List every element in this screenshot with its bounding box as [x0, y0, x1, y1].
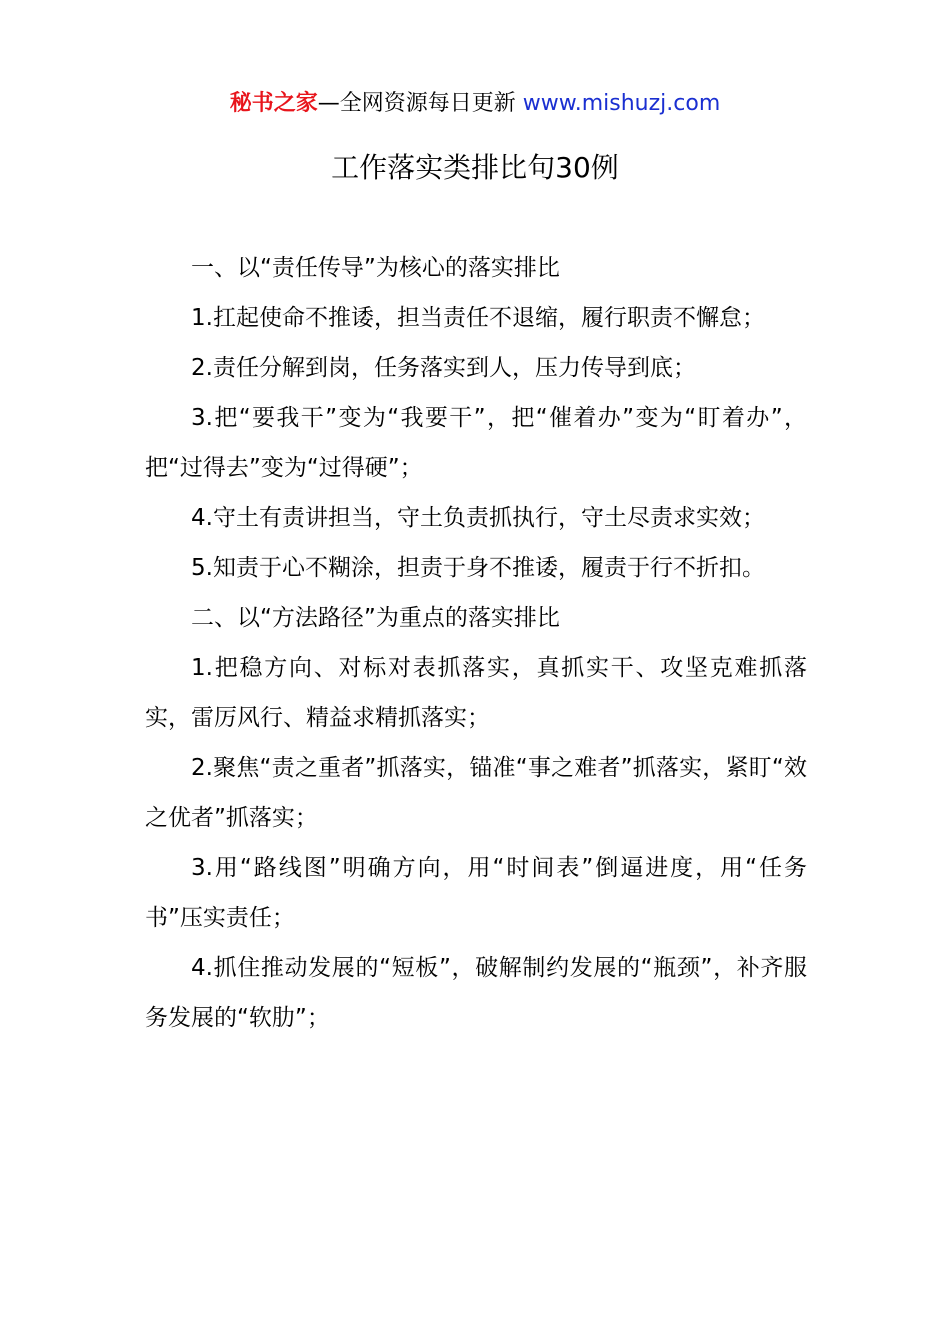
list-item: 4.抓住推动发展的“短板”，破解制约发展的“瓶颈”，补齐服务发展的“软肋”；: [145, 955, 807, 1031]
document-body: [145, 243, 807, 1043]
list-item: 2.责任分解到岗，任务落实到人，压力传导到底；: [191, 355, 696, 381]
site-header: [0, 88, 950, 120]
list-item: 1.把稳方向、对标对表抓落实，真抓实干、攻坚克难抓落实，雷厉风行、精益求精抓落实；: [145, 655, 807, 731]
brand-name: 秘书之家: [229, 91, 318, 116]
list-item: 2.聚焦“责之重者”抓落实，锚准“事之难者”抓落实，紧盯“效之优者”抓落实；: [145, 755, 807, 831]
list-item: 3.把“要我干”变为“我要干”，把“催着办”变为“盯着办”，把“过得去”变为“过得硬”；: [145, 405, 807, 481]
list-item: 3.用“路线图”明确方向，用“时间表”倒逼进度，用“任务书”压实责任；: [145, 855, 807, 931]
list-item: 5.知责于心不糊涂，担责于身不推诿，履责于行不折扣。: [191, 555, 765, 581]
section-heading: 一、以“责任传导”为核心的落实排比: [191, 255, 560, 281]
site-url-link[interactable]: www.mishuzj.com: [522, 91, 721, 116]
document-title: 工作落实类排比句30例: [331, 151, 619, 184]
header-tagline: —全网资源每日更新: [317, 91, 523, 116]
list-item: 1.扛起使命不推诿，担当责任不退缩，履行职责不懈怠；: [191, 305, 765, 331]
list-item: 4.守土有责讲担当，守土负责抓执行，守土尽责求实效；: [191, 505, 765, 531]
section-heading: 二、以“方法路径”为重点的落实排比: [191, 605, 560, 631]
